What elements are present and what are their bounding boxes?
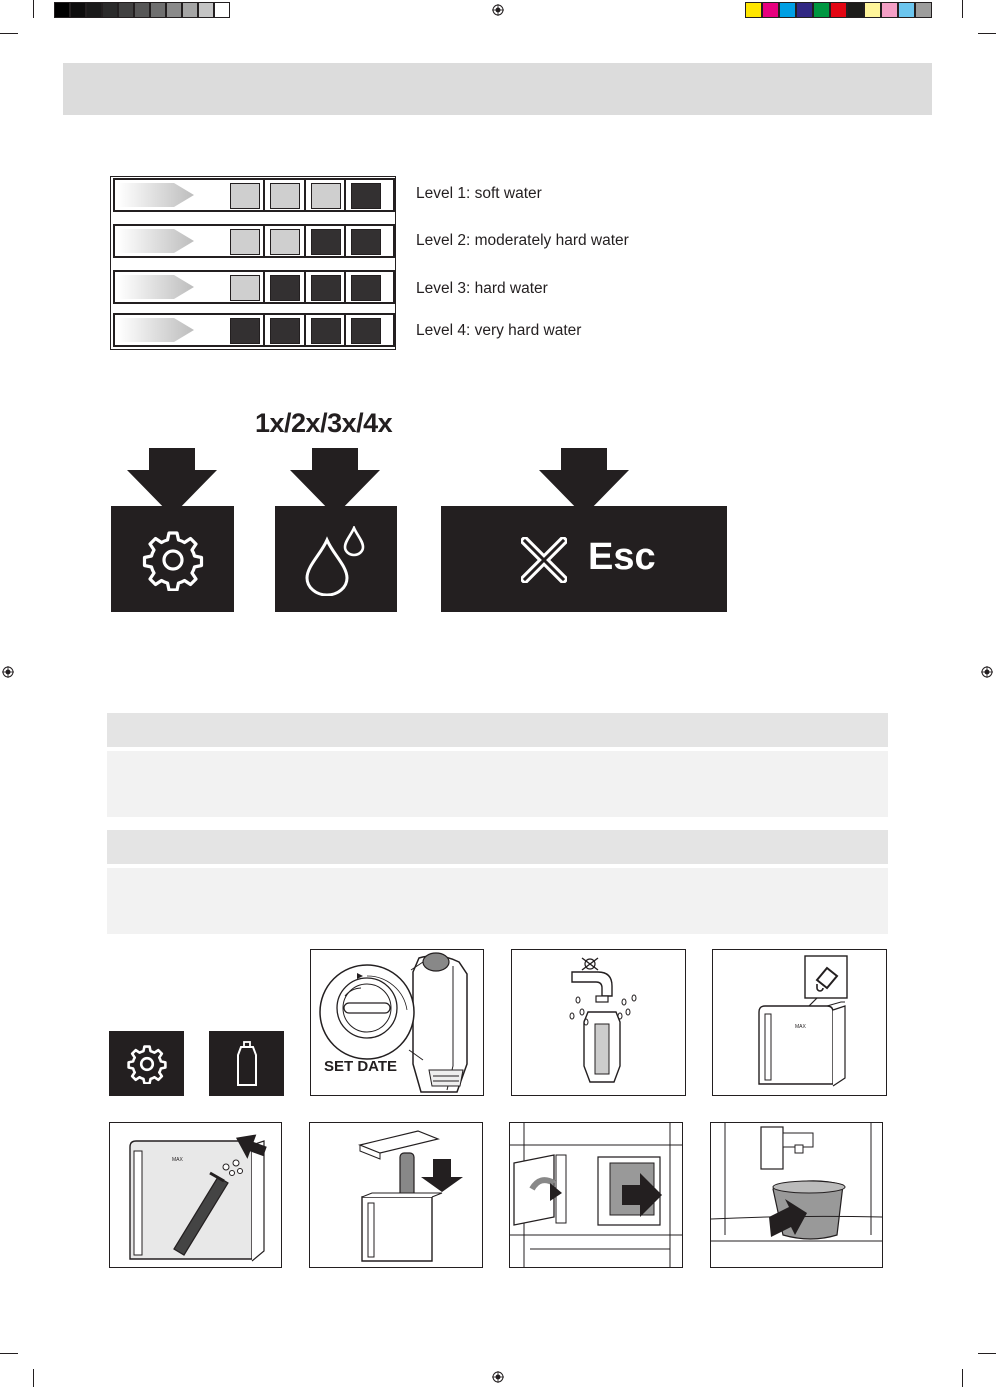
- water-tank-illustration: [712, 949, 887, 1096]
- gradient-arrow-icon: [118, 318, 194, 342]
- gradient-arrow-icon: [118, 229, 194, 253]
- hardness-level-row: [113, 224, 393, 262]
- hardness-cell-empty: [230, 275, 260, 301]
- gray-swatch: [54, 2, 70, 18]
- hardness-cell-filled: [311, 318, 341, 344]
- color-swatch: [915, 2, 932, 18]
- cross-icon: [521, 537, 567, 583]
- crop-mark-top-left-h: [0, 33, 18, 34]
- cell-separator: [344, 272, 346, 302]
- hardness-cell-filled: [311, 275, 341, 301]
- svg-text:MAX: MAX: [795, 1024, 806, 1030]
- hardness-cell-filled: [311, 229, 341, 255]
- hardness-level-label: Level 4: very hard water: [416, 322, 582, 339]
- cell-separator: [344, 315, 346, 345]
- hardness-level-label: Level 1: soft water: [416, 185, 542, 202]
- settings-button[interactable]: [111, 506, 234, 612]
- color-swatch: [847, 2, 864, 18]
- filter-rinse-illustration: [511, 949, 686, 1096]
- gray-swatch: [70, 2, 86, 18]
- color-swatch: [830, 2, 847, 18]
- registration-mark-bottom: [492, 1371, 504, 1383]
- pour-container-icon: [811, 962, 841, 992]
- hardness-level-label: Level 3: hard water: [416, 280, 548, 297]
- color-swatch: [796, 2, 813, 18]
- water-drops-icon: [303, 526, 369, 596]
- settings-button[interactable]: [109, 1031, 184, 1096]
- press-count-label: 1x/2x/3x/4x: [255, 408, 393, 438]
- crop-mark-top-left: [33, 0, 34, 18]
- registration-mark-right: [981, 666, 993, 678]
- hardness-cell-filled: [270, 318, 300, 344]
- gear-icon: [142, 529, 204, 591]
- color-swatch: [779, 2, 796, 18]
- crop-mark-bottom-right: [962, 1369, 963, 1387]
- hardness-level-row: [113, 178, 393, 216]
- esc-button[interactable]: [441, 506, 727, 612]
- place-container-illustration: [710, 1122, 883, 1268]
- insert-filter-illustration: [309, 1122, 483, 1268]
- color-swatch: [762, 2, 779, 18]
- cell-separator: [304, 180, 306, 210]
- hardness-cell-empty: [311, 183, 341, 209]
- crop-mark-top-right: [962, 0, 963, 18]
- cell-separator: [304, 226, 306, 256]
- hardness-cell-filled: [351, 318, 381, 344]
- hardness-cell-empty: [230, 229, 260, 255]
- cell-separator: [344, 180, 346, 210]
- info-bar-body: [107, 751, 888, 817]
- crop-mark-bottom-right-h: [978, 1353, 996, 1354]
- color-swatch: [898, 2, 915, 18]
- hardness-indicator: [113, 313, 395, 347]
- cell-separator: [344, 226, 346, 256]
- water-hardness-button[interactable]: [275, 506, 397, 612]
- gray-swatch: [86, 2, 102, 18]
- filter-in-tank-illustration: [109, 1122, 282, 1268]
- info-bar-header: [107, 830, 888, 864]
- hardness-cell-filled: [230, 318, 260, 344]
- crop-mark-bottom-left: [33, 1369, 34, 1387]
- set-date-label: SET DATE: [324, 1058, 398, 1075]
- gray-swatch: [198, 2, 214, 18]
- open-door-illustration: [509, 1122, 683, 1268]
- hardness-level-label: Level 2: moderately hard water: [416, 232, 629, 249]
- hardness-level-row: [113, 313, 393, 351]
- registration-mark-left: [2, 666, 14, 678]
- cell-separator: [263, 272, 265, 302]
- cell-separator: [263, 315, 265, 345]
- hardness-indicator: [113, 224, 395, 258]
- hardness-cell-empty: [270, 229, 300, 255]
- gray-swatch: [166, 2, 182, 18]
- hardness-cell-filled: [351, 229, 381, 255]
- hardness-level-row: [113, 270, 393, 308]
- color-swatch: [745, 2, 762, 18]
- color-swatch: [881, 2, 898, 18]
- hardness-cell-filled: [351, 183, 381, 209]
- crop-mark-top-right-h: [978, 33, 996, 34]
- hardness-indicator: [113, 178, 395, 212]
- hardness-cell-filled: [270, 275, 300, 301]
- gray-swatch: [150, 2, 166, 18]
- cell-separator: [263, 226, 265, 256]
- registration-mark-top: [492, 4, 504, 16]
- filter-set-date-illustration: [310, 949, 484, 1096]
- color-swatch: [864, 2, 881, 18]
- gray-swatch: [214, 2, 230, 18]
- info-bar-header: [107, 713, 888, 747]
- gradient-arrow-icon: [118, 275, 194, 299]
- header-band: [63, 63, 932, 115]
- crop-mark-bottom-left-h: [0, 1353, 18, 1354]
- gray-swatch: [102, 2, 118, 18]
- cell-separator: [263, 180, 265, 210]
- color-swatch: [813, 2, 830, 18]
- hardness-cell-empty: [270, 183, 300, 209]
- info-bar-body: [107, 868, 888, 934]
- cell-separator: [304, 315, 306, 345]
- hardness-cell-empty: [230, 183, 260, 209]
- filter-button[interactable]: [209, 1031, 284, 1096]
- gray-swatch: [134, 2, 150, 18]
- hardness-indicator: [113, 270, 395, 304]
- svg-text:MAX: MAX: [172, 1157, 183, 1163]
- gray-swatch: [182, 2, 198, 18]
- gear-icon: [127, 1044, 167, 1084]
- hardness-cell-filled: [351, 275, 381, 301]
- filter-tube-icon: [234, 1041, 260, 1087]
- gray-swatch: [118, 2, 134, 18]
- esc-label: Esc: [588, 536, 656, 578]
- gradient-arrow-icon: [118, 183, 194, 207]
- cell-separator: [304, 272, 306, 302]
